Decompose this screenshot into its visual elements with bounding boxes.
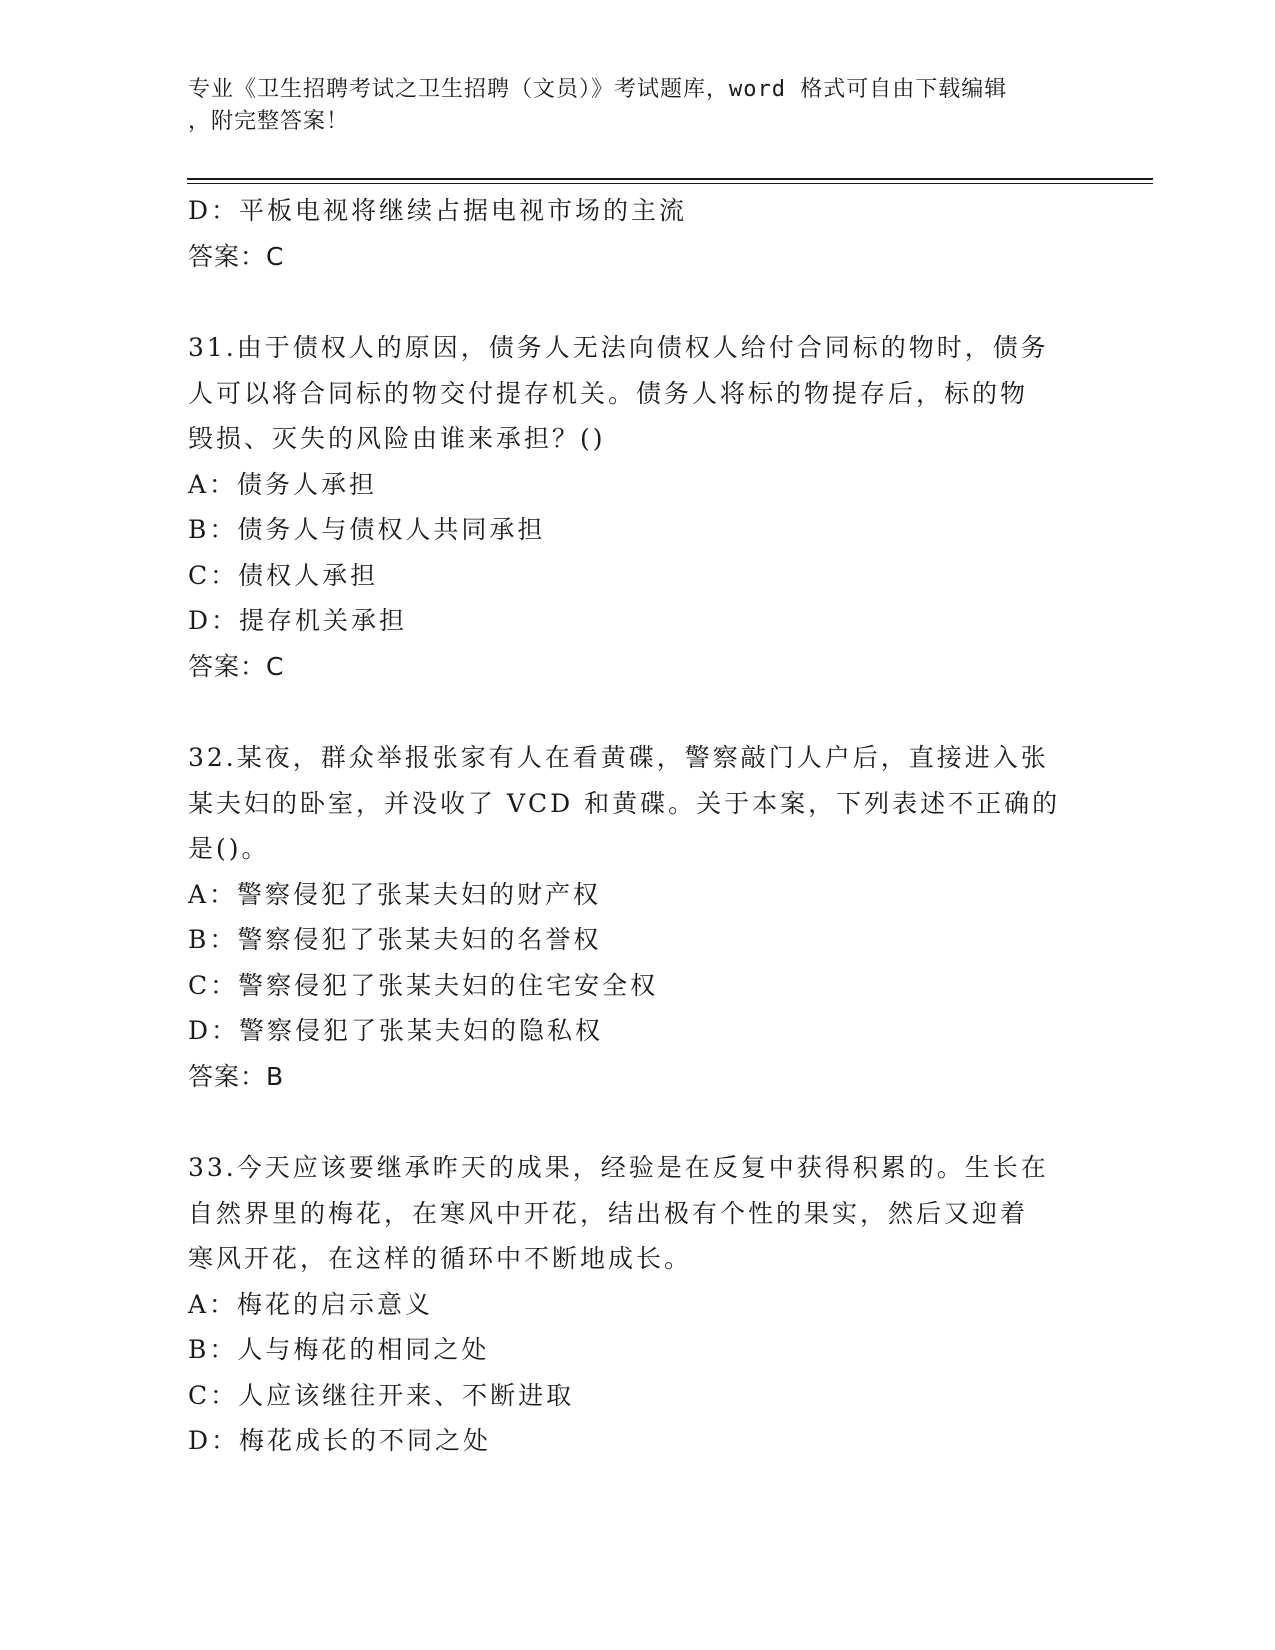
- option-c: C：警察侵犯了张某夫妇的住宅安全权: [188, 970, 659, 1000]
- spacer: [188, 689, 1088, 735]
- answer-line: 答案：C: [188, 241, 285, 271]
- question-32: [188, 735, 1088, 1099]
- question-stem-line: 人可以将合同标的物交付提存机关。债务人将标的物提存后，标的物: [188, 378, 1029, 408]
- option-d: D：警察侵犯了张某夫妇的隐私权: [188, 1016, 604, 1045]
- option-d: D：梅花成长的不同之处: [188, 1426, 492, 1455]
- question-stem-line: 32.某夜，群众举报张家有人在看黄碟，警察敲门人户后，直接进入张: [188, 743, 1049, 772]
- header-divider-thin: [187, 183, 1153, 184]
- question-33: [188, 1145, 1088, 1464]
- question-stem-line: 某夫妇的卧室，并没收了 VCD 和黄碟。关于本案，下列表述不正确的: [188, 788, 1061, 818]
- header-divider: [187, 178, 1153, 180]
- question-content: [188, 188, 1088, 1464]
- question-stem-line: 是()。: [188, 834, 270, 863]
- answer-line: 答案：B: [188, 1061, 285, 1091]
- option-c: C：债权人承担: [188, 560, 379, 590]
- option-b: B：警察侵犯了张某夫妇的名誉权: [188, 925, 602, 954]
- option-b: B：人与梅花的相同之处: [188, 1335, 490, 1364]
- question-stem-line: 31.由于债权人的原因，债务人无法向债权人给付合同标的物时，债务: [188, 333, 1049, 362]
- question-stem-line: 寒风开花，在这样的循环中不断地成长。: [188, 1244, 693, 1273]
- page-header: 专业《卫生招聘考试之卫生招聘（文员）》考试题库，word 格式可自由下载编辑 ，附完整答案！: [188, 77, 1008, 134]
- option-d: D：平板电视将继续占据电视市场的主流: [188, 196, 688, 225]
- option-b: B：债务人与债权人共同承担: [188, 515, 546, 544]
- option-c: C：人应该继往开来、不断进取: [188, 1380, 575, 1410]
- question-31: [188, 325, 1088, 689]
- spacer: [188, 1099, 1088, 1145]
- option-a: A：梅花的启示意义: [188, 1289, 434, 1319]
- question-stem-line: 自然界里的梅花，在寒风中开花，结出极有个性的果实，然后又迎着: [188, 1198, 1029, 1228]
- question-stem-line: 毁损、灭失的风险由谁来承担？(): [188, 424, 606, 453]
- question-stem-line: 33.今天应该要继承昨天的成果，经验是在反复中获得积累的。生长在: [188, 1153, 1049, 1182]
- spacer: [188, 279, 1088, 325]
- option-a: A：债务人承担: [188, 469, 378, 499]
- option-a: A：警察侵犯了张某夫妇的财产权: [188, 879, 602, 909]
- option-d: D：提存机关承担: [188, 606, 408, 635]
- answer-line: 答案：C: [188, 651, 285, 681]
